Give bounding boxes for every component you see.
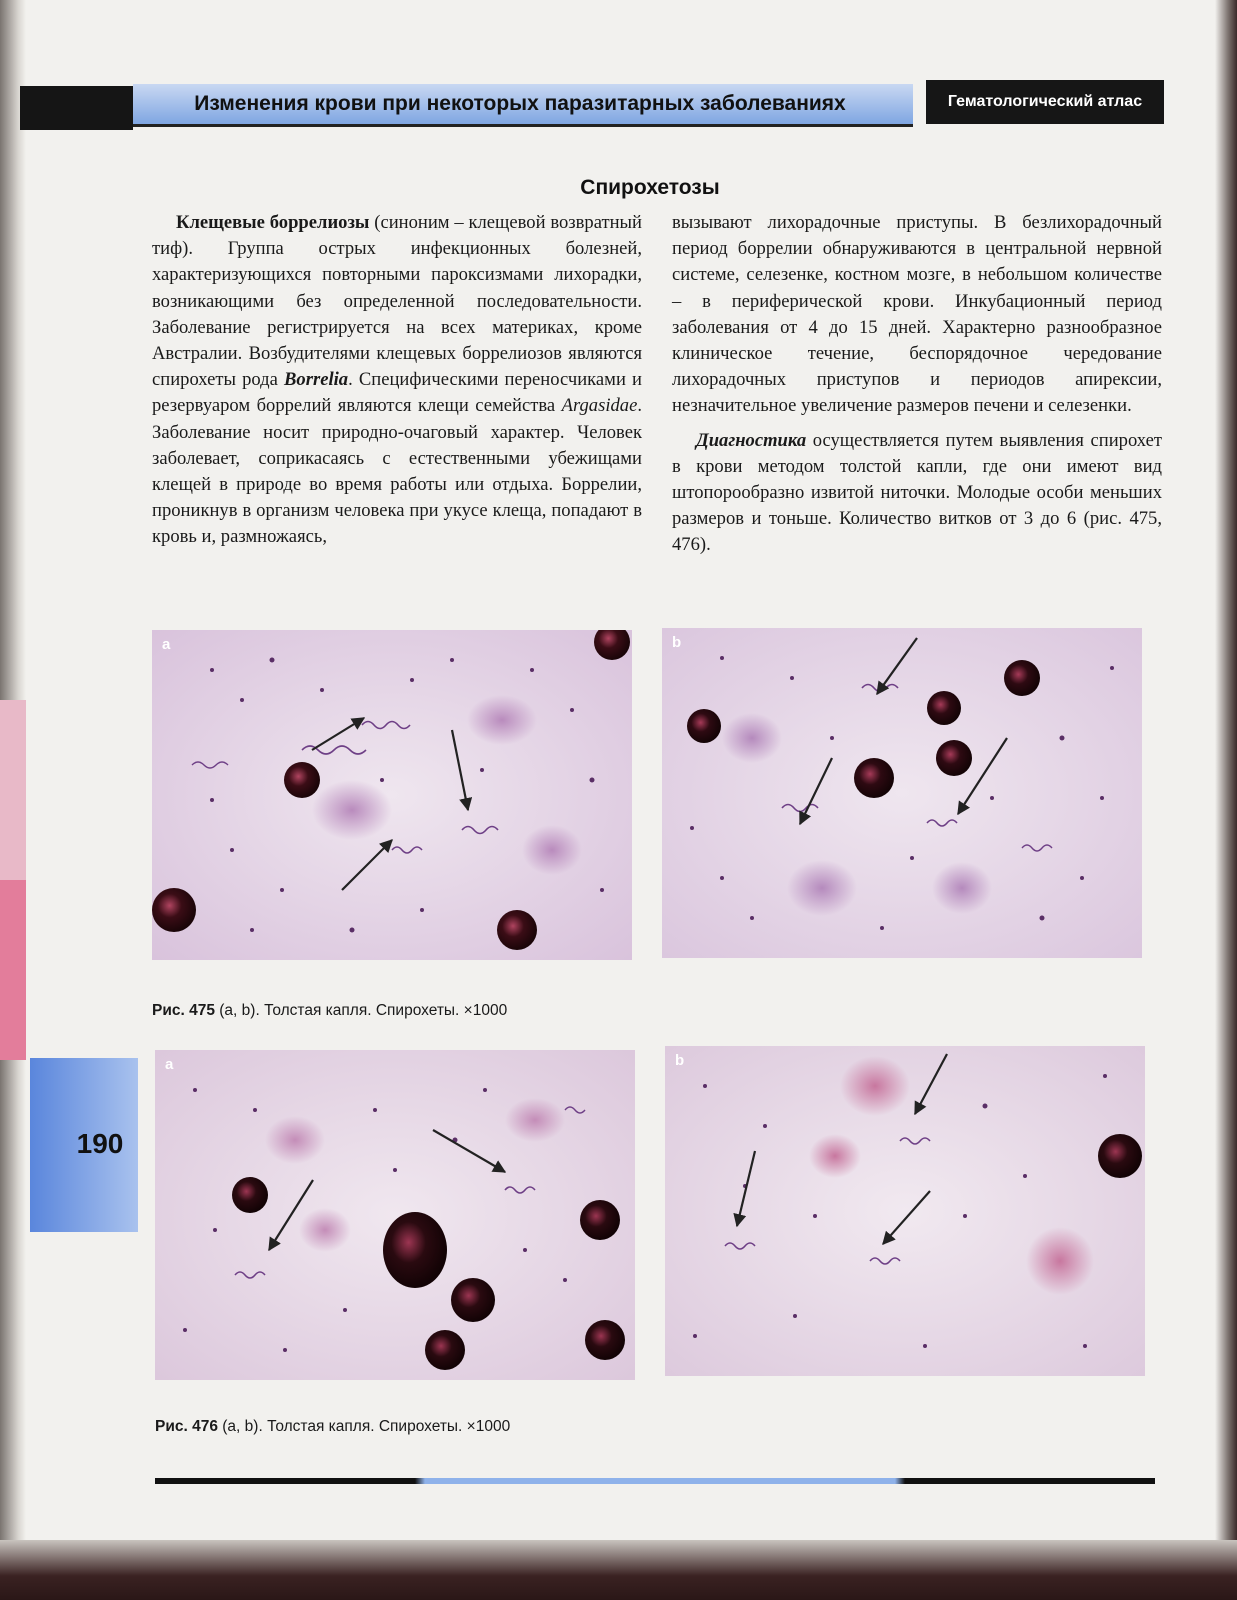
text-run: осуществляется путем выявления спирохет в крови методом толстой капли, где они имеют вид штопорообразно извитой ниточки. Молодые особи меньших размеров и тоньше. Количество витков от 3 до 6 (рис. 475, 476). — [672, 429, 1162, 556]
side-color-strip — [0, 880, 26, 1060]
panel-label-475b: b — [672, 634, 682, 651]
running-title: Изменения крови при некоторых паразитарных заболеваниях — [194, 92, 846, 115]
caption-fig476 — [155, 1418, 510, 1436]
caption-fig476-text: . Толстая капля. Спирохеты. ×1000 — [258, 1418, 511, 1435]
term-borreliosis: Клещевые боррелиозы — [176, 212, 370, 233]
micrograph-475b — [662, 628, 1142, 958]
micrograph-476a — [155, 1050, 635, 1380]
book-tag: Гематологический атлас — [926, 80, 1164, 124]
panel-label-476b: b — [675, 1052, 685, 1069]
family-name: Argasidae — [561, 395, 638, 417]
panel-label-476a: a — [165, 1056, 174, 1073]
text-run: (синоним – клещевой возвратный тиф). Группа острых инфекционных болезней, характеризующихся повторными пароксизмами лихорадки, возникающими без определенной последовательности. Заболевание регистрируется на всех материках, кроме Австралии. Возбудителями клещевых боррелиозов являются спирохеты рода — [152, 212, 642, 391]
paragraph-borreliosis — [152, 210, 642, 551]
paragraph-clinical: вызывают лихорадочные приступы. В безлихорадочный период боррелии обнаруживаются в центральной нервной системе, селезенке, костном мозге, в небольшом количестве – в периферической крови. Инкубационный период заболевания от 4 до 15 дней. Характерно разнообразное клиническое течение, беспорядочное чередование лихорадочных приступов и периодов апирексии, незначительное увеличение размеров печени и селезенки. — [672, 212, 1162, 417]
page-number: 190 — [76, 1128, 124, 1159]
micrograph-476b — [665, 1046, 1145, 1376]
genus-name: Borrelia — [284, 369, 349, 391]
term-diagnostics: Диагностика — [696, 429, 807, 451]
scan-edge-bottom — [0, 1540, 1237, 1600]
text-column-left — [152, 210, 642, 559]
panel-label-475a: a — [162, 636, 171, 653]
caption-fig475 — [152, 1002, 507, 1020]
section-title: Спирохетозы — [580, 176, 720, 199]
caption-fig475-ref: Рис. 475 — [152, 1002, 215, 1019]
text-column-right — [672, 210, 1162, 567]
caption-fig476-ref: Рис. 476 — [155, 1418, 218, 1435]
micrograph-475a-image — [152, 630, 632, 960]
text-run: . Заболевание носит природно-очаговый характер. Человек заболевает, соприкасаясь с естественными убежищами клещей в природе во время работы или отдыха. Боррелии, проникнув в организм человека при укусе клеща, попадают в кровь и, размножаясь, — [152, 395, 642, 548]
footer-rule — [155, 1478, 1155, 1484]
header-black-bar — [20, 86, 133, 130]
side-color-strip-light — [0, 700, 26, 880]
paragraph-diagnostics — [672, 428, 1162, 559]
micrograph-476a-image — [155, 1050, 635, 1380]
scan-edge-right — [1215, 0, 1237, 1600]
micrograph-476b-image — [665, 1046, 1145, 1376]
micrograph-475b-image — [662, 628, 1142, 958]
micrograph-475a — [152, 630, 632, 960]
text-run: . Специфическими переносчиками и резервуаром боррелий являются клещи семейства — [152, 369, 642, 417]
caption-fig475-text: . Толстая капля. Спирохеты. ×1000 — [255, 1002, 508, 1019]
caption-fig475-panels: (a, b) — [214, 1002, 256, 1019]
caption-fig476-panels: (a, b) — [217, 1418, 259, 1435]
